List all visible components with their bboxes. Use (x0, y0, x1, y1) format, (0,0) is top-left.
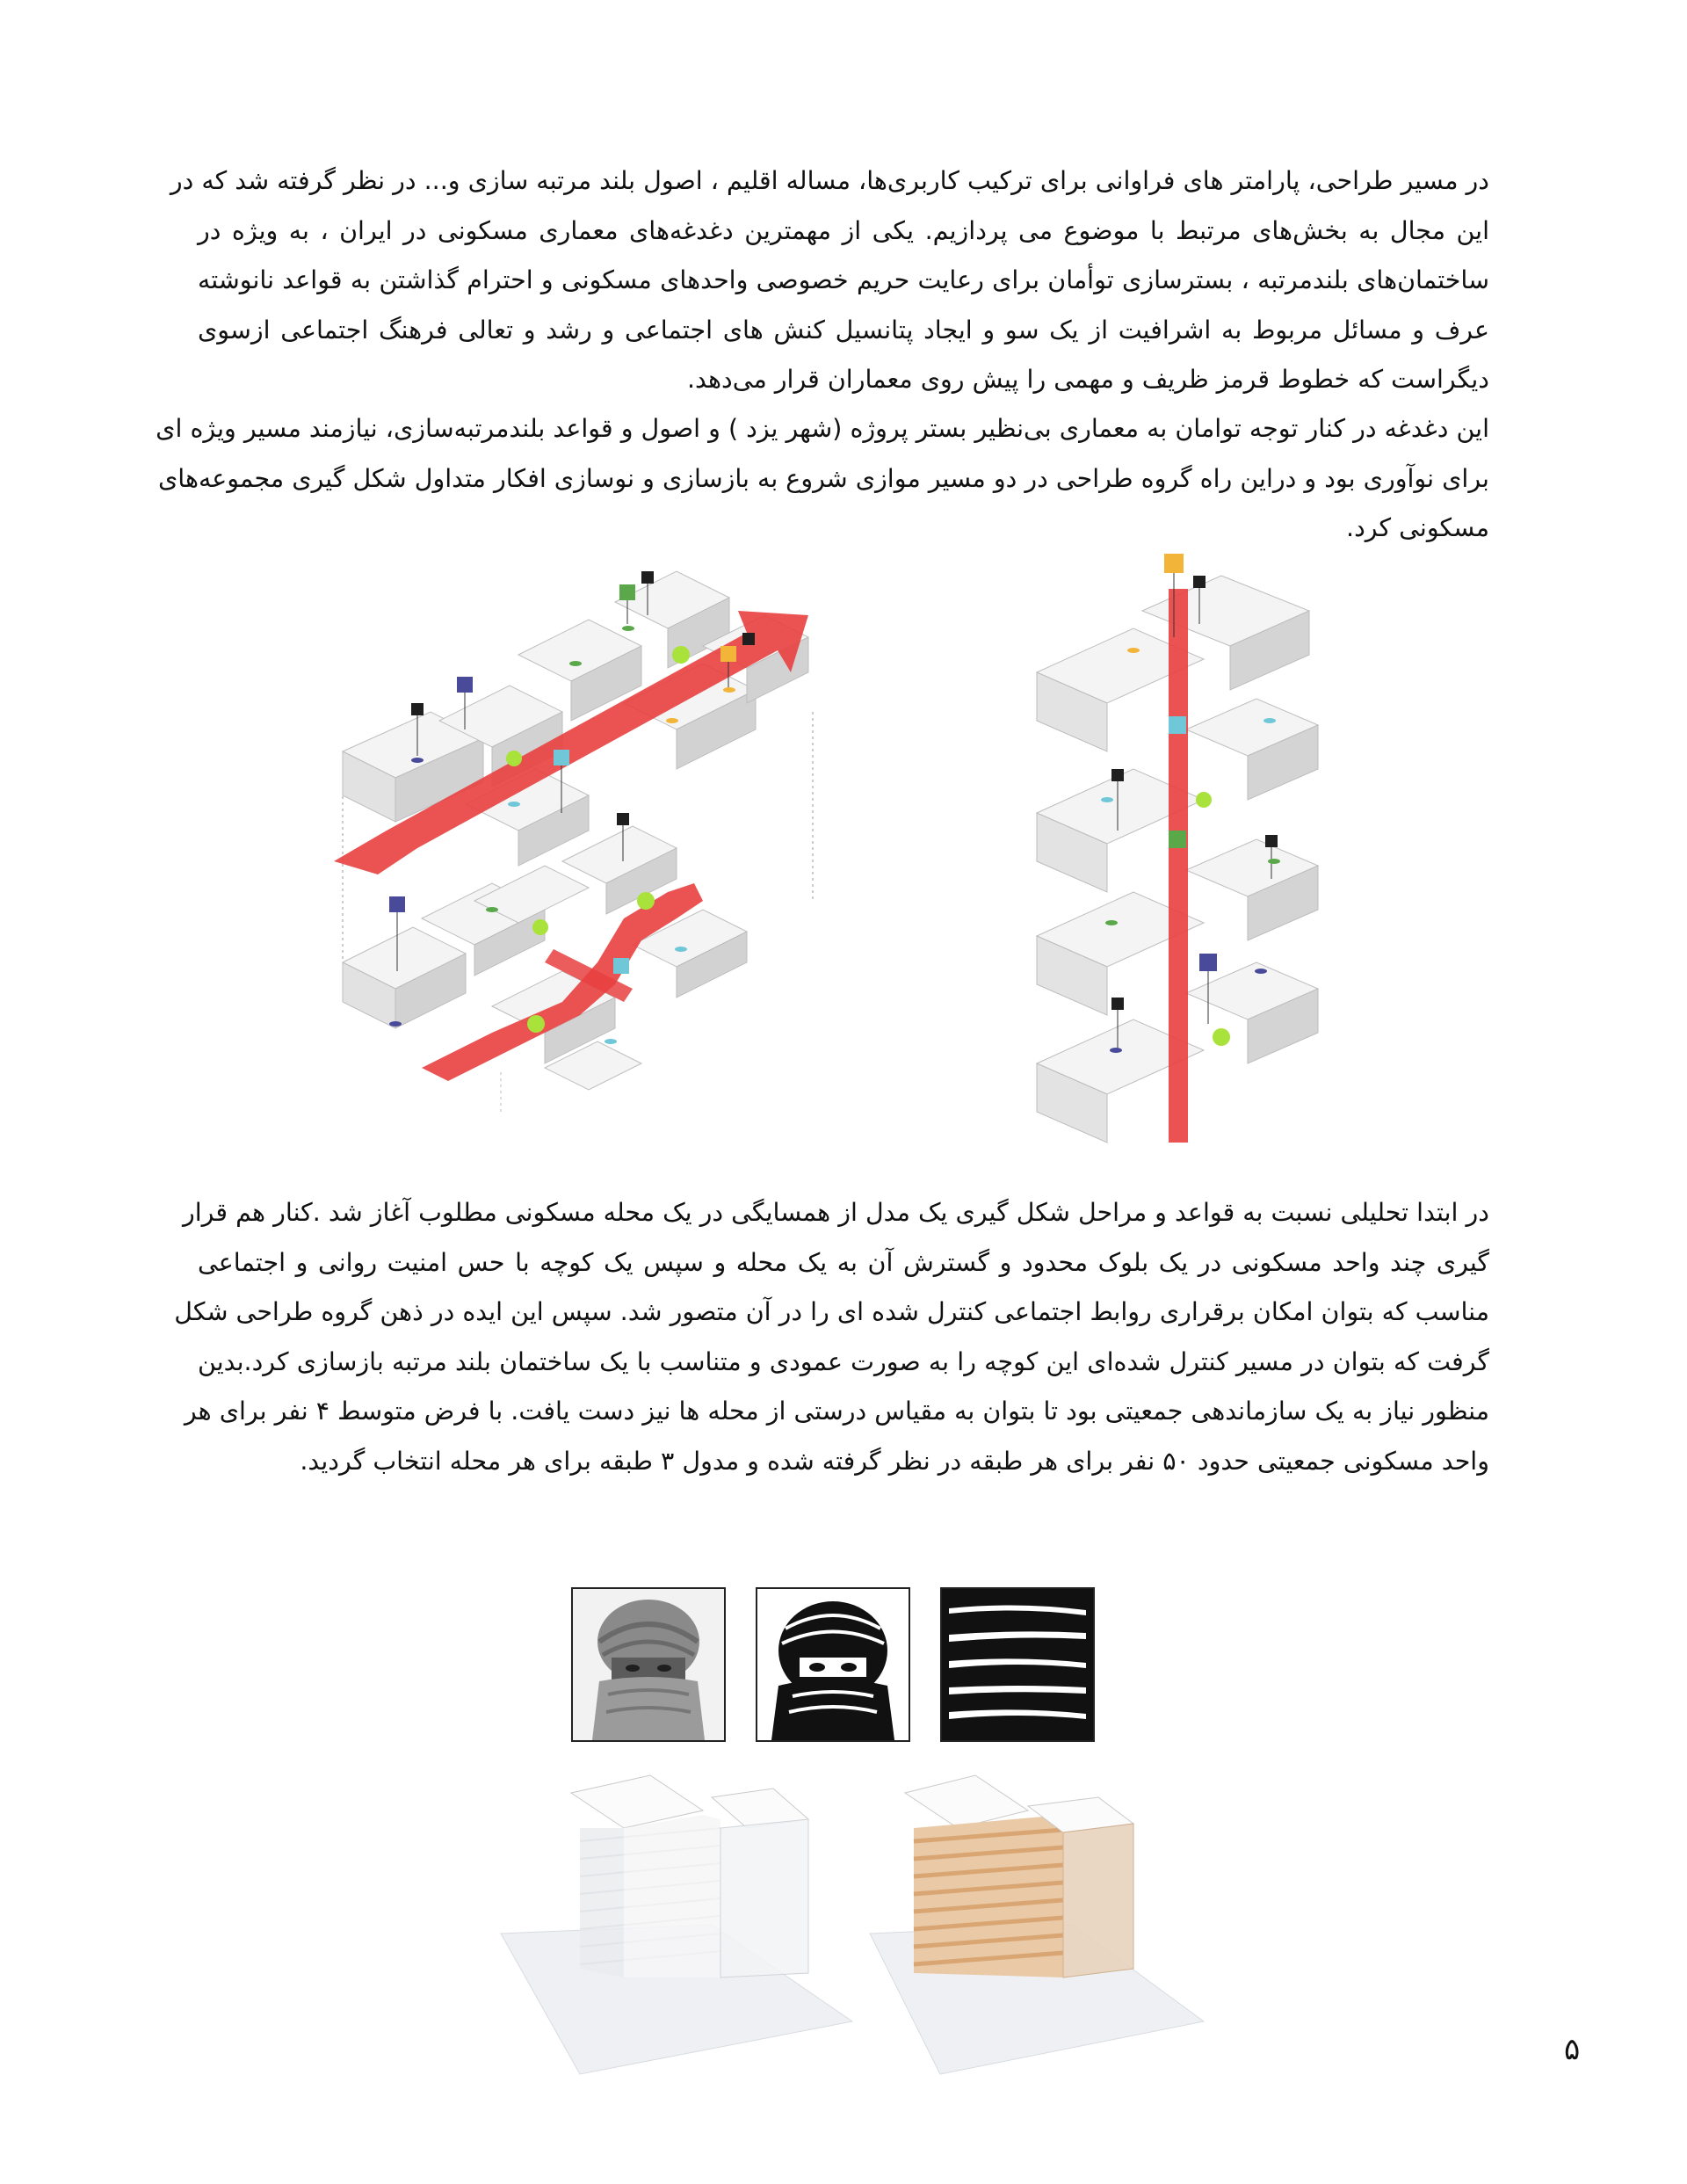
lower-block (343, 826, 747, 1090)
vertical-stacked-neighborhood-diagram (1028, 549, 1327, 1147)
veiled-man-photo-icon (573, 1589, 724, 1740)
paragraph-3 (174, 1188, 1489, 1486)
red-vertical-path (1169, 589, 1188, 1143)
tower-renders (501, 1758, 1213, 2083)
veiled-man-stencil-icon (757, 1589, 909, 1740)
paragraph-line: گیری چند واحد مسکونی در یک بلوک محدود و گسترش آن به یک محله و سپس یک کوچه با حس امنیت روانی و اجتماعی (198, 1247, 1489, 1277)
paragraph-2 (156, 404, 1489, 554)
stripes-pattern-panel (940, 1587, 1095, 1742)
paragraph-line: ساختمان‌های بلندمرتبه ، بسترسازی توأمان برای رعایت حریم خصوصی واحدهای مسکونی و احترام گذاشتن به قواعد نانوشته (198, 265, 1489, 294)
paragraph-line: دیگراست که خطوط قرمز ظریف و مهمی را پیش روی معماران قرار می‌دهد. (686, 365, 1489, 394)
paragraph-line: مسکونی کرد. (1346, 513, 1489, 542)
isometric-neighborhood-diagram (334, 549, 852, 1121)
white-tower-render-icon (501, 1775, 852, 2074)
paragraph-line: این دغدغه در کنار توجه توامان به معماری بی‌نظیر بستر پروژه (شهر یزد ) و اصول و قواعد بلندمرتبه‌سازی، نیازمند مسیر ویژه ای (156, 414, 1489, 443)
horizontal-stripes-pattern-icon (942, 1589, 1093, 1740)
paragraph-line: برای نوآوری بود و دراین راه گروه طراحی در دو مسیر موازی شروع به بازسازی و نوسازی افکار متداول شکل گیری مجموعه‌های (157, 463, 1489, 493)
paragraph-line: مناسب که بتوان امکان برقراری روابط اجتماعی کنترل شده ای را در آن متصور شد. سپس این ایده در ذهن گروه طراحی شکل (174, 1297, 1489, 1326)
paragraph-line: در مسیر طراحی، پارامتر های فراوانی برای ترکیب کاربری‌ها، مساله اقلیم ، اصول بلند مرتبه سازی و... در نظر گرفته شد که در (170, 166, 1489, 195)
page-number: ۵ (1564, 2032, 1581, 2067)
paragraph-line: واحد مسکونی جمعیتی حدود ۵۰ نفر برای هر طبقه در نظر گرفته شده و مدول ۳ طبقه برای هر محله انتخاب گردید. (300, 1446, 1489, 1476)
veiled-man-stencil-panel (756, 1587, 910, 1742)
paragraph-line: عرف و مسائل مربوط به اشرافیت از یک سو و ایجاد پتانسیل کنش های اجتماعی و رشد و تعالی فرهنگ اجتماعی ازسوی (198, 315, 1489, 345)
wood-tower-render-icon (870, 1775, 1204, 2074)
paragraph-line: منظور نیاز به یک سازماندهی جمعیتی بود تا بتوان به مقیاس درستی از محله ها نیز دست یافت. با فرض متوسط ۴ نفر برای هر (184, 1397, 1489, 1426)
paragraph-line: این مجال به بخش‌های مرتبط با موضوع می پردازیم. یکی از مهمترین دغدغه‌های معماری مسکونی در ایران ، به ویژه در (198, 215, 1489, 245)
paragraph-line: گرفت که بتوان در مسیر کنترل شده‌ای این کوچه را به صورت عمودی و متناسب با یک ساختمان بلند مرتبه بازسازی کرد.بدین (198, 1346, 1489, 1376)
paragraph-1 (170, 156, 1489, 405)
paragraph-line: در ابتدا تحلیلی نسبت به قواعد و مراحل شکل گیری یک مدل از همسایگی در یک محله مسکونی مطلوب آغاز شد .کنار هم قرار (182, 1198, 1489, 1227)
veiled-man-photo-panel (571, 1587, 726, 1742)
